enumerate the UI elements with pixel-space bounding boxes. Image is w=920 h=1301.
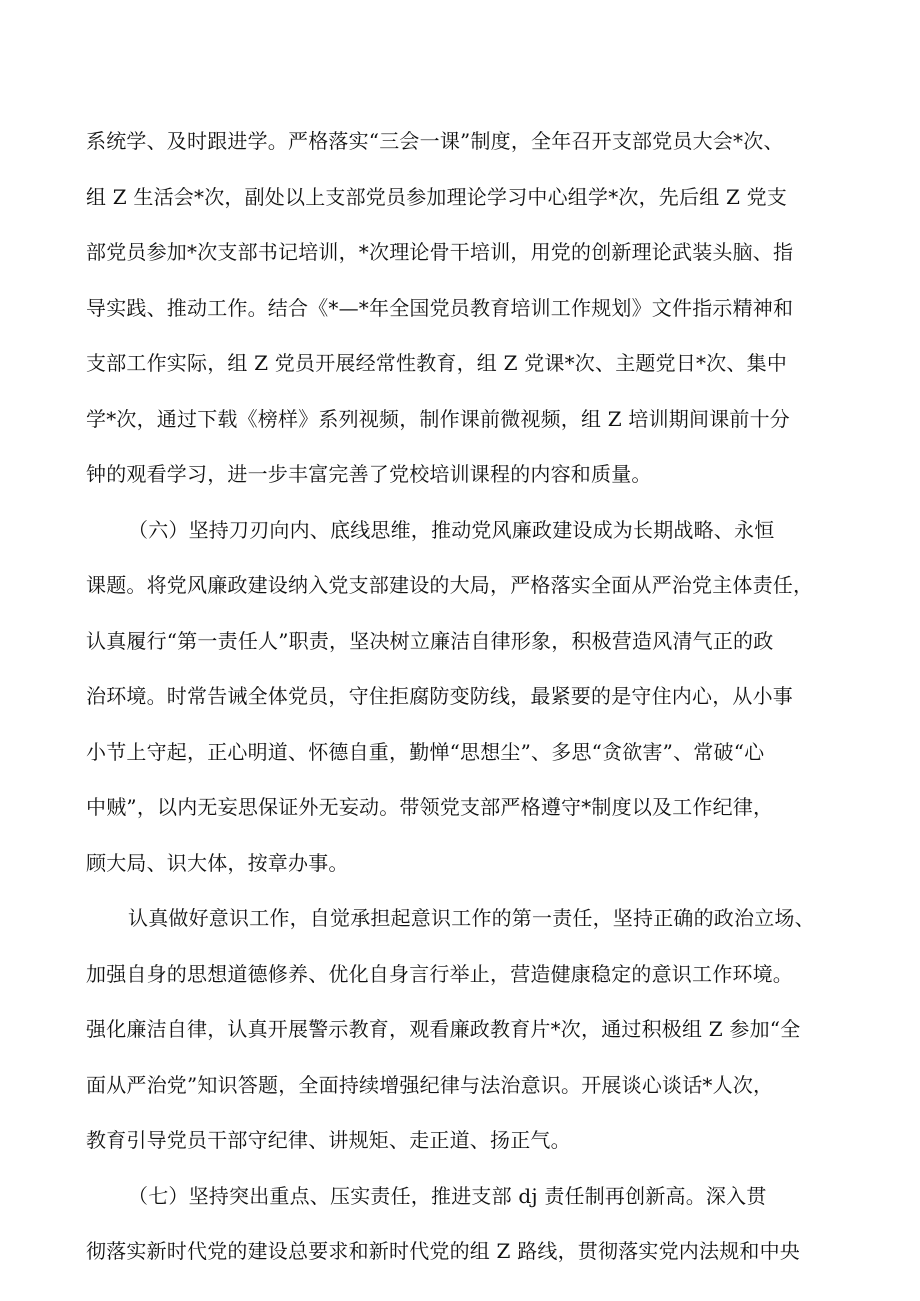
text-line: 认真做好意识工作，自觉承担起意识工作的第一责任，坚持正确的政治立场、 [128, 906, 815, 930]
text-line: 彻落实新时代党的建设总要求和新时代党的组 Z 路线，贯彻落实党内法规和中央 [86, 1239, 801, 1263]
text-line: 面从严治党”知识答题，全面持续增强纪律与法治意识。开展谈心谈话*人次， [86, 1073, 774, 1097]
text-line: 钟的观看学习，进一步丰富完善了党校培训课程的内容和质量。 [86, 462, 652, 486]
text-line: 支部工作实际，组 Z 党员开展经常性教育，组 Z 党课*次、主题党日*次、集中 [86, 351, 788, 375]
text-line: 课题。将党风廉政建设纳入党支部建设的大局，严格落实全面从严治党主体责任， [86, 573, 814, 597]
text-line: 教育引导党员干部守纪律、讲规矩、走正道、扬正气。 [86, 1128, 571, 1152]
text-line: 强化廉洁自律，认真开展警示教育，观看廉政教育片*次，通过积极组 Z 参加“全 [86, 1017, 801, 1041]
text-line: 小节上守起，正心明道、怀德自重，勤惮“思想尘”、多思“贪欲害”、常破“心 [86, 740, 765, 764]
text-line: 顾大局、识大体，按章办事。 [86, 851, 349, 875]
text-line: （六）坚持刀刃向内、底线思维，推动党风廉政建设成为长期战略、永恒 [128, 518, 775, 542]
text-line: （七）坚持突出重点、压实责任，推进支部 dj 责任制再创新高。深入贯 [128, 1184, 767, 1208]
text-line: 导实践、推动工作。结合《*—*年全国党员教育培训工作规划》文件指示精神和 [86, 296, 794, 320]
text-line: 认真履行“第一责任人”职责，坚决树立廉洁自律形象，积极营造风清气正的政 [86, 629, 774, 653]
text-line: 系统学、及时跟进学。严格落实“三会一课”制度，全年召开支部党员大会*次、 [86, 129, 784, 153]
text-line: 学*次，通过下载《榜样》系列视频，制作课前微视频，组 Z 培训期间课前十分 [86, 407, 791, 431]
text-line: 中贼”，以内无妄思保证外无妄动。带领党支部严格遵守*制度以及工作纪律， [86, 795, 774, 819]
text-line: 部党员参加*次支部书记培训，*次理论骨干培训，用党的创新理论武装头脑、指 [86, 240, 794, 264]
text-line: 治环境。时常告诫全体党员，守住拒腐防变防线，最紧要的是守住内心，从小事 [86, 684, 793, 708]
text-line: 组 Z 生活会*次，副处以上支部党员参加理论学习中心组学*次，先后组 Z 党支 [86, 185, 788, 209]
text-line: 加强自身的思想道德修养、优化自身言行举止，营造健康稳定的意识工作环境。 [86, 962, 793, 986]
